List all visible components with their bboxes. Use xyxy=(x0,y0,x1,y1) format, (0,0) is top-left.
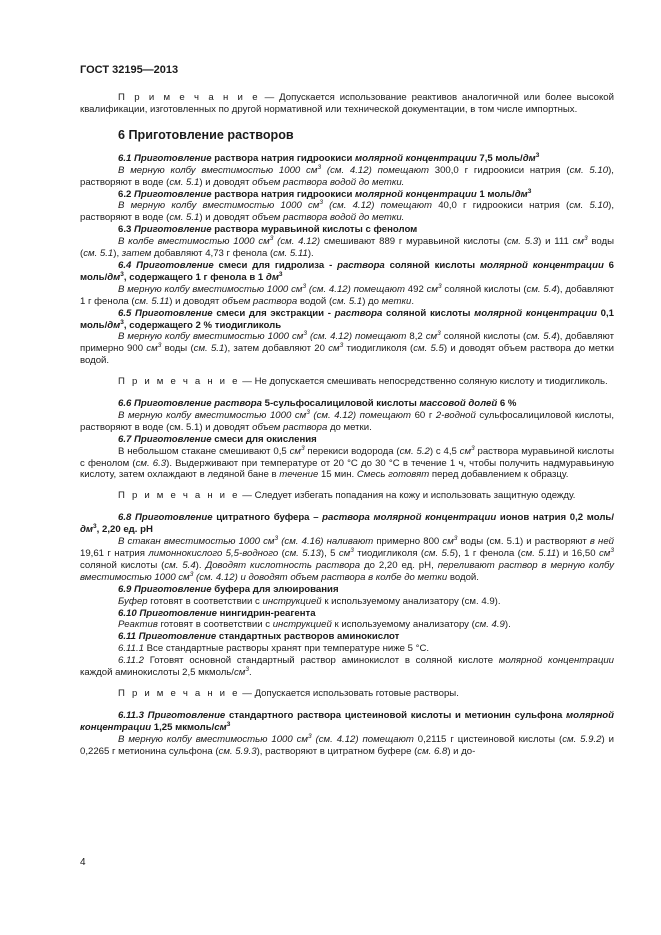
clause-6-2-text: В мерную колбу вместимостью 1000 $см^3$ (см. 4.12) помещают 40,0 г гидроокиси натрия (см. 5.10), растворяют в воде (см. 5.1) и доводят объем раствора водой до метки. xyxy=(80,199,614,224)
page-number: 4 xyxy=(80,857,86,868)
clause-6-7-text: В небольшом стакане смешивают 0,5 $см^3$ перекиси водорода (см. 5.2) с 4,5 $см^3$ раствора муравьиной кислоты с фенолом (см. 6.3). Выдерживают при температуре от 20 °C до 30 °C в течение 1 ч, чтобы получить надмуравьиную кислоту, затем охлаждают в ледяной бане в течение 15 мин. Смесь готовят перед добавлением к образцу. xyxy=(80,444,615,481)
clause-6-10-text: Реактив готовят в соответствии с инструкцией к используемому анализатору (см. 4.9). xyxy=(118,619,511,631)
clause-6-3-heading: 6.3 Приготовление раствора муравьиной кислоты с фенолом xyxy=(118,224,418,236)
clause-6-10-heading: 6.10 Приготовление нингидрин-реагента xyxy=(118,607,316,619)
clause-6-4-heading: 6.4 Приготовление смеси для гидролиза - раствора соляной кислоты молярной концентрации 6 моль/$дм^3$, содержащего 1 г фенола в 1 $дм^3$ xyxy=(80,259,614,283)
clause-6-5-text: В мерную колбу вместимостью 1000 $см^3$ (см. 4.12) помещают 8,2 $см^3$ соляной кислоты (см. 5.4), добавляют примерно 900 $см^3$ воды (см. 5.1), затем добавляют 20 $см^3$ тиодигликоля (см. 5.5) и доводят объем раствора до метки водой. xyxy=(80,330,615,367)
document-body xyxy=(80,92,614,758)
clause-6-9-text: Буфер готовят в соответствии с инструкцией к используемому анализатору (см. 4.9). xyxy=(118,595,501,607)
clause-6-9-heading: 6.9 Приготовление буфера для элюирования xyxy=(118,583,339,595)
document-header: ГОСТ 32195—2013 xyxy=(80,64,179,76)
clause-6-2-heading: 6.2 Приготовление раствора натрия гидроокиси молярной концентрации 1 моль/$дм^3$ xyxy=(118,187,532,200)
clause-6-1-text: В мерную колбу вместимостью 1000 $см^3$ (см. 4.12) помещают 300,0 г гидроокиси натрия (см. 5.10), растворяют в воде (см. 5.1) и доводят объем раствора водой до метки. xyxy=(80,163,614,188)
clause-6-6-heading: 6.6 Приготовление раствора 5-сульфосалициловой кислоты массовой долей 6 % xyxy=(118,398,517,410)
clause-6-5-heading: 6.5 Приготовление смеси для экстракции - раствора соляной кислоты молярной концентрации 0,1 моль/$дм^3$, содержащего 2 % тиодигликоль xyxy=(80,307,614,331)
clause-6-7-heading: 6.7 Приготовление смеси для окисления xyxy=(118,433,317,445)
note-2: П р и м е ч а н и е — Не допускается смешивать непосредственно соляную кислоту и тиодигликоль. xyxy=(118,376,608,388)
clause-6-4-text: В мерную колбу вместимостью 1000 $см^3$ (см. 4.12) помещают 492 $см^3$ соляной кислоты (см. 5.4), добавляют 1 г фенола (см. 5.11) и доводят объем раствора водой (см. 5.1) до метки. xyxy=(80,282,614,307)
clause-6-1-heading: 6.1 Приготовление раствора натрия гидроокиси молярной концентрации 7,5 моль/$дм^3$ xyxy=(118,151,540,164)
note-3: П р и м е ч а н и е — Следует избегать попадания на кожу и использовать защитную одежду. xyxy=(118,490,576,502)
clause-6-8-text: В стакан вместимостью 1000 $см^3$ (см. 4.16) наливают примерно 800 $см^3$ воды (см. 5.1) и растворяют в ней 19,61 г натрия лимоннокислого 5,5-водного (см. 5.13), 5 $см^3$ тиодигликоля (см. 5.5), 1 г фенола (см. 5.11) и 16,50 $см^3$ соляной кислоты (см. 5.4). Доводят кислотность раствора до 2,20 ед. pH, переливают раствор в мерную колбу вместимостью 1000 $см^3$ (см. 4.12) и доводят объем раствора в колбе до метки водой. xyxy=(80,535,614,583)
clause-6-11-heading: 6.11 Приготовление стандартных растворов аминокислот xyxy=(118,631,400,643)
clause-6-11-3-text: В мерную колбу вместимостью 1000 $см^3$ (см. 4.12) помещают 0,2115 г цистеиновой кислоты (см. 5.9.2) и 0,2265 г метионина сульфона (см. 5.9.3), растворяют в цитратном буфере (см. 6.8) и до- xyxy=(80,732,614,757)
clause-6-6-text: В мерную колбу вместимостью 1000 $см^3$ (см. 4.12) помещают 60 г 2-водной сульфосалициловой кислоты, растворяют в воде (см. 5.1) и доводят объем раствора до метки. xyxy=(80,408,614,433)
clause-6-11-2-text: 6.11.2 Готовят основной стандартный раствор аминокислот в соляной кислоте молярной концентрации каждой аминокислоты 2,5 мкмоль/$см^3$. xyxy=(80,655,614,679)
clause-6-11-1-text: 6.11.1 Все стандартные растворы хранят при температуре ниже 5 °C. xyxy=(118,643,430,655)
clause-6-11-3-heading: 6.11.3 Приготовление стандартного раствора цистеиновой кислоты и метионин сульфона молярной концентрации 1,25 мкмоль/$см^3$ xyxy=(80,709,614,733)
clause-6-8-heading: 6.8 Приготовление цитратного буфера – раствора молярной концентрации ионов натрия 0,2 моль/$дм^3$, 2,20 ед. pH xyxy=(80,512,614,536)
note-1: П р и м е ч а н и е — Допускается использование реактивов аналогичной или более высокой квалификации, изготовленных по другой нормативной или технической документации, в том числе импортных. xyxy=(80,92,614,115)
note-4: П р и м е ч а н и е — Допускается использовать готовые растворы. xyxy=(118,687,459,699)
clause-6-3-text: В колбе вместимостью 1000 $см^3$ (см. 4.12) смешивают 889 г муравьиной кислоты (см. 5.3) и 111 $см^3$ воды (см. 5.1), затем добавляют 4,73 г фенола (см. 5.11). xyxy=(80,235,615,260)
section-title: 6 Приготовление растворов xyxy=(118,127,294,142)
